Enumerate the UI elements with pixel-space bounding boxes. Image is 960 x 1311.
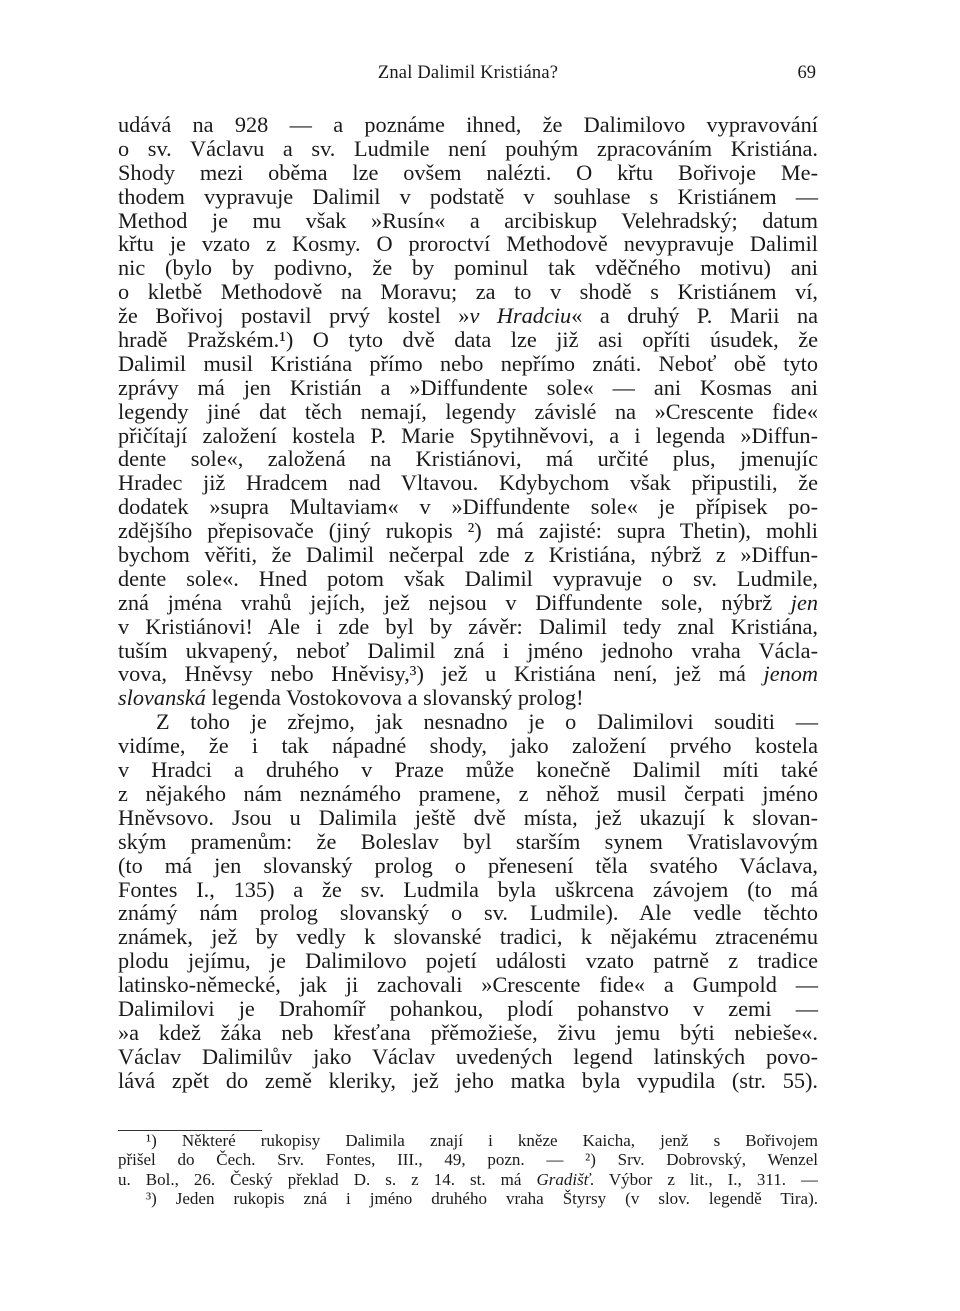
text-line: latinsko-německé, jak ji zachovali »Crescente fide« a Gumpold — [118,972,818,998]
text-line: v Kristiánovi! Ale i zde byl by závěr: Dalimil tedy znal Kristiána, [118,613,818,639]
text-line: zná jména vrahů jejích, jež nejsou v Diffundente sole, nýbrž jen [118,589,818,615]
footnote-line: ³) Jeden rukopis zná i jméno druhého vraha Štyrsy (v slov. legendě Tira). [146,1188,818,1208]
text-line: nic (bylo by podivno, že by pominul tak vděčného motivu) ani [118,255,818,281]
text-line: Václav Dalimilův jako Václav uvedených legend latinských povo- [118,1043,818,1069]
text-line: že Bořivoj postavil prvý kostel »v Hradciu« a druhý P. Marii na [118,303,818,329]
footnote-line: ¹) Některé rukopisy Dalimila znají i kněze Kaicha, jenž s Bořivojem [146,1131,818,1150]
text-line: tuším ukvapený, neboť Dalimil zná i jméno jednoho vraha Václa- [118,637,818,663]
text-line: známek, jež by vedly k slovanské tradici, k nějakému ztracenému [118,924,818,950]
text-line: dente sole«. Hned potom však Dalimil vypravuje o sv. Ludmile, [118,565,818,591]
text-line: o sv. Václavu a sv. Ludmile není pouhým zpracováním Kristiána. [118,135,818,161]
text-line: v Hradci a druhého v Praze může konečně Dalimil míti také [118,757,818,783]
text-line: Dalimilovi je Drahomíř pohankou, plodí pohanstvo v zemi — [118,995,818,1021]
footnotes [118,1131,818,1208]
text-line: dente sole«, založená na Kristiánovi, má určité plus, jmenujíc [118,446,818,472]
running-title: Znal Dalimil Kristiána? [377,63,559,83]
text-line: zprávy má jen Kristián a »Diffundente sole« — ani Kosmas ani [118,374,818,400]
text-line: plodu jejímu, je Dalimilovo pojetí události vzato patrně z tradice [118,948,818,974]
text-line: z nějakého nám neznámého pramene, z něhož musil čerpati jméno [118,780,818,806]
text-line: thodem vypravuje Dalimil v podstatě v souhlase s Kristiánem — [118,183,818,209]
text-line: Fontes I., 135) a že sv. Ludmila byla uškrcena závojem (to má [118,876,818,902]
text-line: známý nám prolog slovanský o sv. Ludmile). Ale vedle těchto [118,900,818,926]
text-line: dodatek »supra Multaviam« v »Diffundente sole« je přípisek po- [118,494,818,520]
text-line: Dalimil musil Kristiána přímo nebo nepřímo znáti. Neboť obě tyto [118,350,818,376]
text-line: (to má jen slovanský prolog o přenesení těla svatého Václava, [118,852,818,878]
text-line: lává zpět do země kleriky, jež jeho matka byla vypudila (str. 55). [118,1067,818,1093]
body-text [118,113,818,1093]
text-line: »a kdež žáka neb křesťana přěmožieše, živu jemu býti nebieše«. [118,1019,818,1045]
text-line: přičítají založení kostela P. Marie Spytihněvovi, a i legenda »Diffun- [118,422,818,448]
text-line: legendy jiné dat těch nemají, legendy závislé na »Crescente fide« [118,398,818,424]
text-line: křtu je vzato z Kosmy. O proroctví Methodově nevypravuje Dalimil [118,231,818,257]
text-line: hradě Pražském.¹) O tyto dvě data lze již asi opříti úsudek, že [118,327,818,353]
text-line: Hradec již Hradcem nad Vltavou. Kdybychom však připustili, že [118,470,818,496]
paragraph-last-line: slovanská legenda Vostokovova a slovanský prolog! [118,685,584,711]
paragraph-first-line: Z toho je zřejmo, jak nesnadno je o Dalimilovi souditi — [156,709,818,735]
text-line: o kletbě Methodově na Moravu; za to v shodě s Kristiánem ví, [118,279,818,305]
text-line: Method je mu však »Rusín« a arcibiskup Velehradský; datum [118,207,818,233]
text-line: Shody mezi oběma lze ovšem nalézti. O křtu Bořivoje Me- [118,159,818,185]
footnote-line: u. Bol., 26. Český překlad D. s. z 14. st. má Gradišť. Výbor z lit., I., 311. — [118,1169,818,1189]
text-line: vova, Hněvsy nebo Hněvisy,³) jež u Kristiána není, jež má jenom [118,661,818,687]
footnote-line: přišel do Čech. Srv. Fontes, III., 49, pozn. — ²) Srv. Dobrovský, Wenzel [118,1150,818,1170]
text-line: zdějšího přepisovače (jiný rukopis ²) má zajisté: supra Thetin), mohli [118,518,818,544]
text-line: Hněvsovo. Jsou u Dalimila ještě dvě místa, jež ukazují k slovan- [118,804,818,830]
running-head [118,63,818,93]
page-number: 69 [797,63,816,83]
text-line: ským pramenům: že Boleslav byl starším synem Vratislavovým [118,828,818,854]
text-line: vidíme, že i tak nápadné shody, jako založení prvého kostela [118,733,818,759]
text-line: bychom věřiti, že Dalimil nečerpal zde z Kristiána, nýbrž z »Diffun- [118,542,818,568]
text-line: udává na 928 — a poznáme ihned, že Dalimilovo vypravování [118,112,818,137]
